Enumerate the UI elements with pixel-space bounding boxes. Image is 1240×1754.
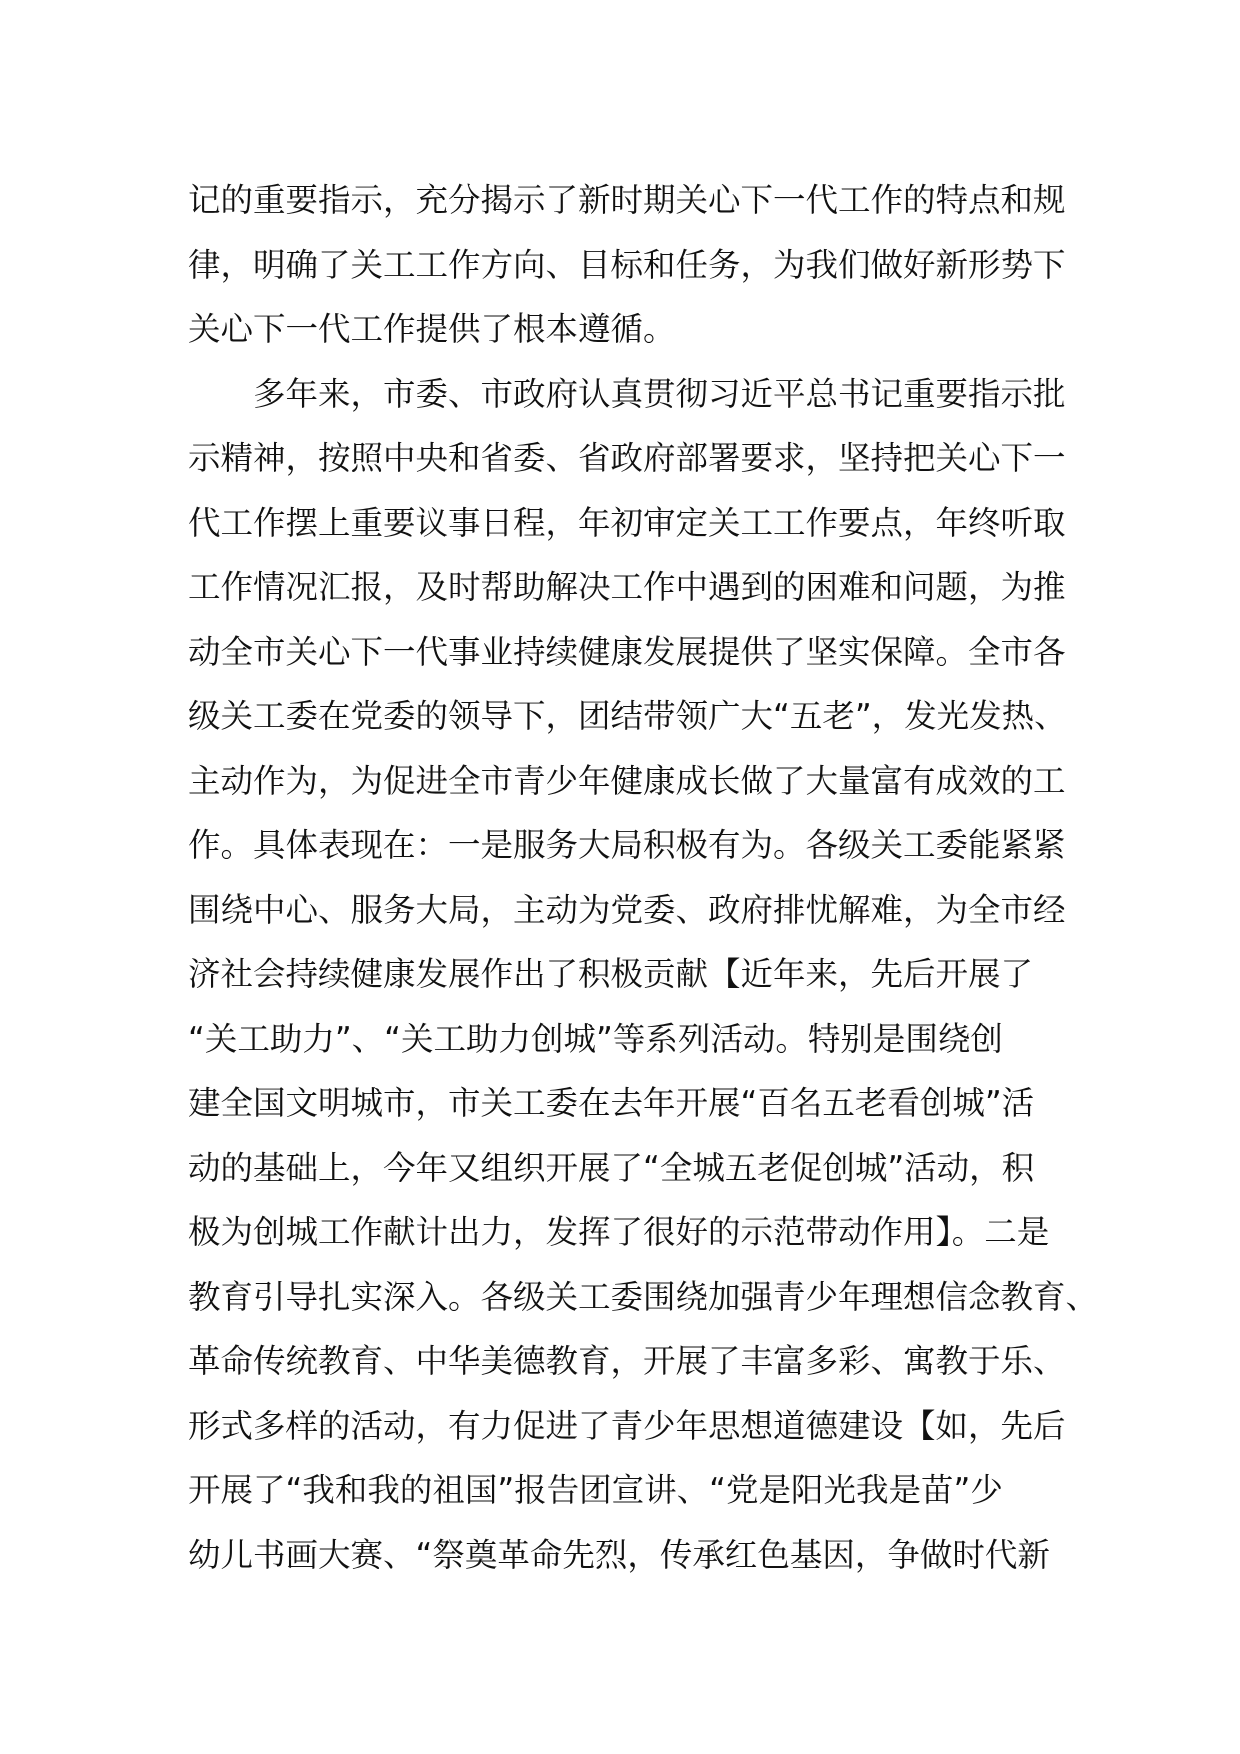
- text-line: 围绕中心、服务大局，主动为党委、政府排忧解难，为全市经: [188, 890, 1066, 929]
- text-line: 律，明确了关工工作方向、目标和任务，为我们做好新形势下: [188, 245, 1066, 284]
- text-line: 作。具体表现在：一是服务大局积极有为。各级关工委能紧紧: [188, 826, 1066, 864]
- body-text: [188, 168, 1099, 1587]
- text-line: 多年来，市委、市政府认真贯彻习近平总书记重要指示批: [188, 374, 1066, 413]
- text-line: 工作情况汇报，及时帮助解决工作中遇到的困难和问题，为推: [188, 568, 1066, 606]
- text-line: 幼儿书画大赛、“祭奠革命先烈，传承红色基因，争做时代新: [188, 1535, 1050, 1574]
- text-line: 代工作摆上重要议事日程，年初审定关工工作要点，年终听取: [188, 503, 1066, 542]
- text-line: 关心下一代工作提供了根本遵循。: [188, 310, 676, 348]
- text-line: 革命传统教育、中华美德教育，开展了丰富多彩、寓教于乐、: [188, 1342, 1066, 1380]
- text-line: 动全市关心下一代事业持续健康发展提供了坚实保障。全市各: [188, 632, 1066, 671]
- text-line: 级关工委在党委的领导下，团结带领广大“五老”，发光发热、: [188, 697, 1067, 735]
- text-line: 主动作为，为促进全市青少年健康成长做了大量富有成效的工: [188, 761, 1066, 800]
- text-line: “关工助力”、“关工助力创城”等系列活动。特别是围绕创: [188, 1019, 1003, 1058]
- text-line: 记的重要指示，充分揭示了新时期关心下一代工作的特点和规: [188, 181, 1066, 219]
- text-line: 济社会持续健康发展作出了积极贡献【近年来，先后开展了: [188, 955, 1034, 993]
- text-line: 教育引导扎实深入。各级关工委围绕加强青少年理想信念教育、: [188, 1277, 1099, 1316]
- text-line: 开展了“我和我的祖国”报告团宣讲、“党是阳光我是苗”少: [188, 1471, 1003, 1509]
- text-line: 动的基础上，今年又组织开展了“全城五老促创城”活动，积: [188, 1148, 1035, 1187]
- text-line: 建全国文明城市，市关工委在去年开展“百名五老看创城”活: [188, 1084, 1035, 1122]
- text-line: 极为创城工作献计出力，发挥了很好的示范带动作用】。二是: [188, 1213, 1050, 1251]
- text-line: 示精神，按照中央和省委、省政府部署要求，坚持把关心下一: [188, 439, 1066, 477]
- text-line: 形式多样的活动，有力促进了青少年思想道德建设【如，先后: [188, 1406, 1066, 1445]
